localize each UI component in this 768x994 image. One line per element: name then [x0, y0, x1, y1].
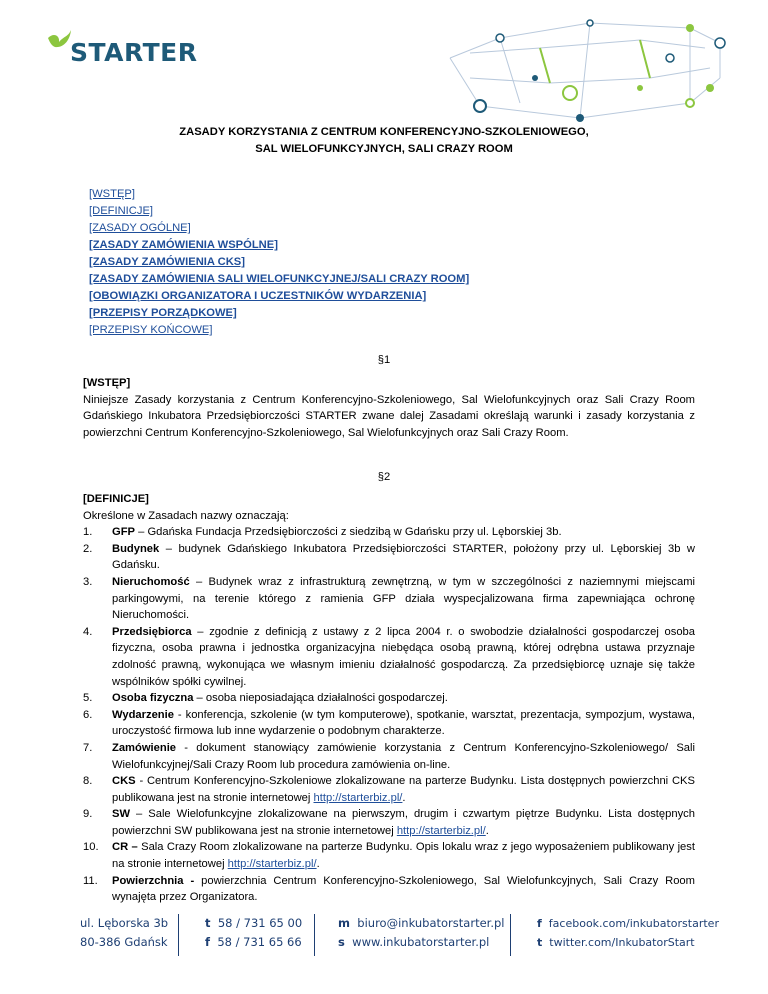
fax-label: f	[205, 935, 211, 949]
item-text: – budynek Gdańskiego Inkubatora Przedsiębiorczości STARTER, położony przy ul. Lęborskiej 3b w Gdańsku.	[112, 542, 695, 572]
toc-link-wstep[interactable]: [WSTĘP]	[89, 188, 135, 200]
item-number: 6.	[83, 708, 93, 721]
toc-link-definicje[interactable]: [DEFINICJE]	[89, 205, 154, 217]
facebook-label: f	[537, 917, 542, 930]
twitter-label: t	[537, 936, 543, 949]
website-link[interactable]: http://starterbiz.pl/	[313, 791, 403, 804]
logo-text: STARTER	[70, 38, 198, 67]
title-line-2: SAL WIELOFUNKCYJNYCH, SALI CRAZY ROOM	[255, 143, 513, 155]
list-item	[83, 740, 695, 773]
toc-link-zasady-zamowienia-wspolne[interactable]: [ZASADY ZAMÓWIENIA WSPÓLNE]	[89, 239, 278, 251]
item-text: – zgodnie z definicją z ustawy z 2 lipca 2004 r. o swobodzie działalności gospodarczej osoba fizyczna, osoba prawna i jednostka organizacyjna niebędąca osobą prawną, której odrębna ustawa przyznaje zdolność prawną, wykonująca we własnym imieniu działalność gospodarczą. Za przedsiębiorcę uznaje się także wspólników spółki cywilnej.	[112, 625, 695, 688]
toc-link-przepisy-koncowe[interactable]: [PRZEPISY KOŃCOWE]	[89, 324, 213, 336]
email-link[interactable]: biuro@inkubatorstarter.pl	[357, 916, 505, 930]
mail-label: m	[338, 916, 350, 930]
item-text-end: .	[316, 858, 320, 871]
list-item	[83, 839, 695, 872]
facebook-link[interactable]: facebook.com/inkubatorstarter	[548, 917, 719, 930]
toc-link-zasady-ogolne[interactable]: [ZASADY OGÓLNE]	[89, 222, 191, 234]
list-item	[83, 574, 695, 624]
item-number: 11.	[83, 874, 98, 887]
section-intro: Określone w Zasadach nazwy oznaczają:	[83, 509, 289, 522]
item-number: 5.	[83, 692, 93, 705]
footer-address	[80, 914, 168, 952]
definitions-list	[83, 524, 695, 906]
web-link[interactable]: www.inkubatorstarter.pl	[352, 935, 490, 949]
section-heading: [WSTĘP]	[83, 377, 131, 389]
web-label: s	[338, 935, 345, 949]
toc-link-zasady-zamowienia-cks[interactable]: [ZASADY ZAMÓWIENIA CKS]	[89, 256, 245, 268]
item-text: powierzchnia Centrum Konferencyjno-Szkoleniowego, Sal Wielofunkcyjnych, Sali Crazy Room wynajęta przez Organizatora.	[112, 874, 695, 904]
item-text: – Gdańska Fundacja Przedsiębiorczości z siedzibą w Gdańsku przy ul. Lęborskiej 3b.	[135, 526, 562, 539]
footer-social	[537, 914, 719, 952]
section-1	[83, 375, 695, 441]
list-item	[83, 806, 695, 839]
item-text: - Centrum Konferencyjno-Szkoleniowe zlokalizowane na parterze Budynku. Lista dostępnych powierzchni CKS publikowana jest na stronie internetowej	[112, 775, 695, 804]
item-text: – Budynek wraz z infrastrukturą zewnętrzną, w tym w szczególności z naziemnymi miejscami parkingowymi, na terenie którego z ramienia GFP działa wyspecjalizowana firma zapewniająca ochronę Nieruchomości.	[112, 575, 695, 622]
section-number-1: §1	[377, 354, 391, 366]
item-number: 1.	[83, 526, 93, 539]
item-number: 10.	[83, 841, 99, 854]
item-text: - konferencja, szkolenie (w tym komputerowe), spotkanie, warsztat, prezentacja, sympozjum, wystawa, uroczystość firmowa lub inne wydarzenie o podobnym charakterze.	[112, 708, 695, 738]
item-text: – osoba nieposiadająca działalności gospodarczej.	[193, 692, 448, 705]
list-item	[83, 541, 695, 574]
item-term: Powierzchnia -	[112, 874, 195, 887]
item-text: – Sale Wielofunkcyjne zlokalizowane na pierwszym, drugim i czwartym piętrze Budynku. Lista dostępnych powierzchni SW publikowana jest na stronie internetowej	[112, 808, 695, 837]
item-term: Przedsiębiorca	[112, 625, 192, 638]
footer-phone	[205, 914, 302, 952]
list-item	[83, 707, 695, 740]
section-text: Niniejsze Zasady korzystania z Centrum Konferencyjno-Szkoleniowego, Sal Wielofunkcyjnych oraz Sali Crazy Room Gdańskiego Inkubatora Przedsiębiorczości STARTER zwane dalej Zasadami określają warunki i zasady korzystania z powierzchni Centrum Konferencyjno-Szkoleniowego, Sal Wielofunkcyjnych oraz Sali Crazy Room.	[83, 393, 695, 439]
phone-label: t	[205, 916, 211, 930]
list-item	[83, 524, 695, 541]
item-term: Wydarzenie	[112, 708, 174, 721]
toc-link-przepisy-porzadkowe[interactable]: [PRZEPISY PORZĄDKOWE]	[89, 307, 237, 319]
item-number: 7.	[83, 741, 93, 754]
toc-link-obowiazki[interactable]: [OBOWIĄZKI ORGANIZATORA I UCZESTNIKÓW WYDARZENIA]	[89, 290, 427, 302]
item-text: - dokument stanowiący zamówienie korzystania z Centrum Konferencyjno-Szkoleniowego/ Sali Wielofunkcyjnej/Sali Crazy Room lub procedura zamówienia on-line.	[112, 741, 695, 771]
section-2	[83, 491, 695, 906]
item-text-end: .	[402, 791, 406, 804]
item-number: 8.	[83, 775, 93, 788]
item-text: Sala Crazy Room zlokalizowane na parterze Budynku. Opis lokalu wraz z jego wyposażeniem publikowany jest na stronie internetowej	[112, 841, 695, 871]
website-link[interactable]: http://starterbiz.pl/	[227, 858, 317, 871]
decorative-network-graphic	[440, 18, 730, 123]
item-number: 4.	[83, 625, 93, 638]
item-term: Osoba fizyczna	[112, 692, 194, 705]
item-term: CR –	[112, 841, 138, 854]
list-item	[83, 773, 695, 806]
bird-icon	[46, 28, 72, 52]
title-line-1: ZASADY KORZYSTANIA Z CENTRUM KONFERENCYJNO-SZKOLENIOWEGO,	[179, 126, 589, 138]
table-of-contents	[89, 186, 469, 339]
item-term: Zamówienie	[112, 741, 177, 754]
list-item	[83, 624, 695, 690]
footer-divider	[510, 914, 511, 956]
item-term: CKS	[112, 775, 136, 788]
item-number: 9.	[83, 808, 93, 821]
item-number: 2.	[83, 542, 93, 555]
document-title	[0, 124, 768, 158]
address-line-1: ul. Lęborska 3b	[80, 916, 169, 930]
address-line-2: 80-386 Gdańsk	[80, 935, 168, 949]
section-number-2: §2	[377, 471, 391, 483]
fax-number: 58 / 731 65 66	[217, 935, 302, 949]
footer-divider	[314, 914, 315, 956]
footer-contact	[338, 914, 504, 952]
list-item	[83, 873, 695, 906]
phone-number: 58 / 731 65 00	[217, 916, 303, 930]
section-heading: [DEFINICJE]	[83, 493, 149, 505]
list-item	[83, 690, 695, 707]
website-link[interactable]: http://starterbiz.pl/	[396, 824, 486, 837]
twitter-link[interactable]: twitter.com/InkubatorStart	[549, 936, 695, 949]
item-number: 3.	[83, 575, 93, 588]
item-term: Budynek	[112, 542, 160, 555]
page-footer	[0, 904, 768, 964]
item-term: GFP	[112, 526, 135, 539]
toc-link-zasady-zamowienia-sali[interactable]: [ZASADY ZAMÓWIENIA SALI WIELOFUNKCYJNEJ/SALI CRAZY ROOM]	[89, 273, 470, 285]
starter-logo	[46, 26, 196, 70]
footer-divider	[178, 914, 179, 956]
item-term: Nieruchomość	[112, 575, 190, 588]
item-term: SW	[112, 808, 131, 821]
item-text-end: .	[485, 824, 489, 837]
